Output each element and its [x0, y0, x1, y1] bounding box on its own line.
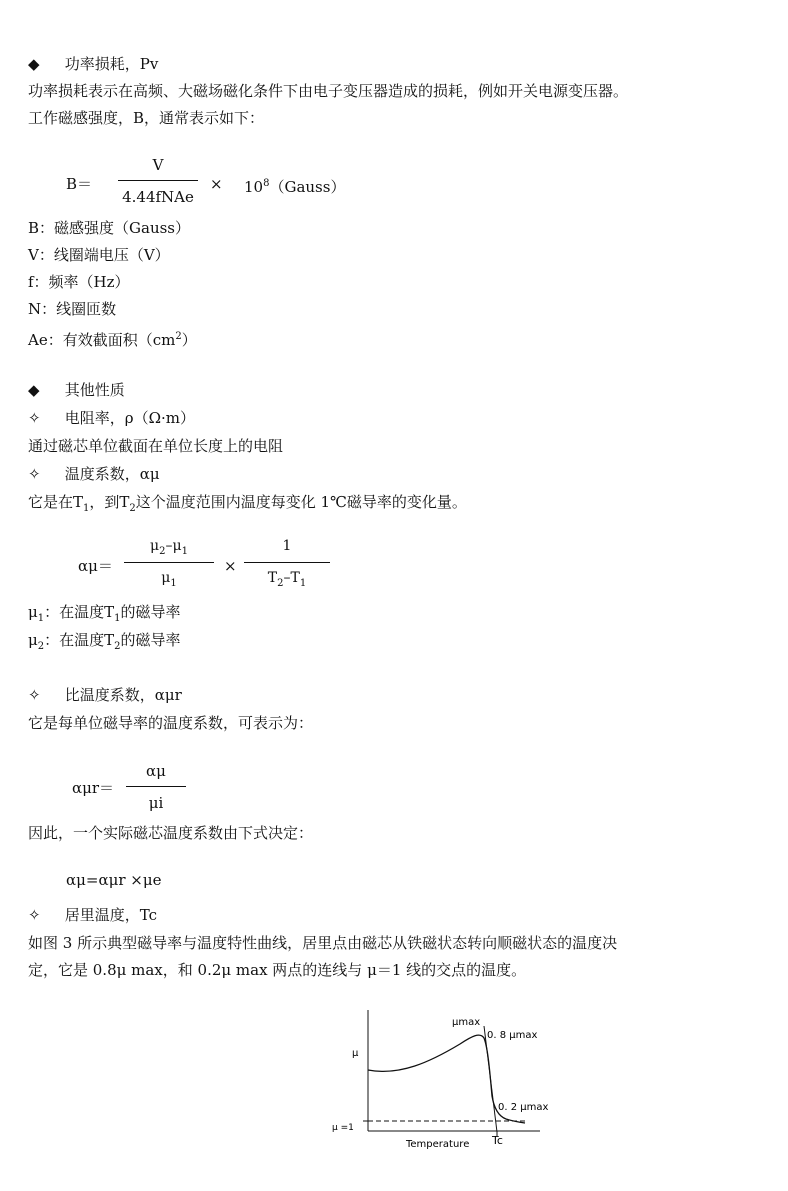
- sub: 2: [114, 641, 121, 652]
- sub: 1: [170, 577, 177, 589]
- eq-b-fraction-bar: [118, 180, 198, 181]
- def-v: V：线圈端电压（V）: [28, 246, 170, 264]
- sym: μ: [28, 603, 38, 621]
- rel-coef-heading: [28, 685, 182, 705]
- eq-a-bar2: [244, 562, 330, 563]
- eq-a-times: ×: [224, 557, 237, 575]
- eq-b-numerator: V: [152, 156, 164, 174]
- desc-sub: 2: [129, 503, 136, 514]
- eq-a-bar1: [124, 562, 214, 563]
- heading-text: 比温度系数，αμr: [64, 686, 182, 704]
- eq-b-power-base: 10: [244, 178, 264, 196]
- diamond-bullet-icon: ◆: [28, 381, 40, 399]
- sym: –μ: [165, 538, 182, 554]
- def-f: f：频率（Hz）: [28, 273, 130, 291]
- equation-b: [0, 150, 788, 210]
- sub: 1: [181, 545, 188, 557]
- heading-text: 居里温度，Tc: [64, 906, 158, 924]
- sparkle-bullet-icon: ✧: [28, 409, 41, 427]
- temp-coef-heading: [28, 464, 160, 484]
- curie-heading: [28, 905, 157, 925]
- power-loss-heading: [28, 54, 158, 74]
- y-axis-label: μ: [352, 1048, 359, 1059]
- curie-desc-1: 如图 3 所示典型磁导率与温度特性曲线，居里点由磁芯从铁磁状态转向顺磁状态的温度决: [28, 934, 618, 952]
- def-ae-close: ）: [181, 331, 197, 349]
- sym: μ: [161, 570, 171, 586]
- eq-a-num1: [124, 538, 214, 557]
- sym: T: [267, 570, 278, 586]
- label-0-2-mu-max: 0. 2 μmax: [498, 1102, 549, 1113]
- sym: μ: [150, 538, 160, 554]
- sub: 2: [159, 545, 166, 557]
- desc-part: 它是在T: [28, 493, 84, 511]
- eq-b-denominator: 4.44fNAe: [122, 188, 194, 206]
- eq-r-lhs: αμr＝: [72, 779, 115, 797]
- sub: 1: [37, 613, 45, 624]
- def-mu1: [28, 602, 181, 629]
- def-b: B：磁感强度（Gauss）: [28, 219, 191, 237]
- mu-equals-1-label: μ =1: [332, 1123, 354, 1133]
- eq-r-bar: [126, 786, 186, 787]
- heading-text: 功率损耗，Pv: [64, 55, 159, 73]
- sub: 1: [299, 577, 307, 589]
- txt: ：在温度T: [44, 603, 115, 621]
- heading-text: 其他性质: [64, 381, 125, 399]
- tc-label: Tc: [492, 1134, 503, 1147]
- txt: 的磁导率: [120, 631, 181, 649]
- sub: 1: [114, 613, 121, 624]
- txt: ：在温度T: [44, 631, 115, 649]
- def-n: N：线圈匝数: [28, 300, 117, 318]
- eq-b-times: ×: [210, 175, 223, 193]
- eq-a-lhs: αμ＝: [78, 557, 113, 575]
- eq-b-lhs: B＝: [66, 175, 93, 193]
- txt: 的磁导率: [120, 603, 181, 621]
- permeability-temperature-figure: [320, 1004, 560, 1154]
- heading-text: 电阻率，ρ（Ω·m）: [64, 409, 196, 427]
- def-ae-text: Ae：有效截面积（cm: [28, 331, 176, 349]
- eq-r-den: μi: [148, 794, 164, 812]
- determined-by: 因此，一个实际磁芯温度系数由下式决定：: [28, 824, 314, 842]
- desc-sub: 1: [83, 503, 90, 514]
- eq-b-unit: （Gauss）: [269, 178, 346, 196]
- curie-desc-2: 定，它是 0.8μ max，和 0.2μ max 两点的连线与 μ＝1 线的交点的温度。: [28, 961, 527, 979]
- temp-coef-desc: [28, 492, 467, 519]
- sym: μ: [28, 631, 38, 649]
- sparkle-bullet-icon: ✧: [28, 906, 41, 924]
- label-0-8-mu-max: 0. 8 μmax: [487, 1030, 538, 1041]
- x-axis-label: Temperature: [406, 1139, 470, 1150]
- desc-part: ，到T: [89, 493, 130, 511]
- equation-alpha-mu-e: αμ=αμr ×μe: [66, 871, 162, 889]
- sparkle-bullet-icon: ✧: [28, 686, 41, 704]
- def-ae: [28, 327, 197, 350]
- mu-max-label: μmax: [452, 1017, 481, 1028]
- eq-r-num: αμ: [146, 762, 166, 780]
- rel-coef-desc: 它是每单位磁导率的温度系数，可表示为：: [28, 714, 314, 732]
- power-loss-paragraph: 功率损耗表示在高频、大磁场磁化条件下由电子变压器造成的损耗，例如开关电源变压器。: [28, 82, 629, 100]
- equation-alpha-mu: [0, 536, 788, 596]
- eq-a-num2: 1: [282, 538, 292, 554]
- sparkle-bullet-icon: ✧: [28, 465, 41, 483]
- diamond-bullet-icon: ◆: [28, 55, 40, 73]
- resistivity-desc: 通过磁芯单位截面在单位长度上的电阻: [28, 437, 284, 455]
- sub: 2: [277, 577, 284, 589]
- eq-b-power: [244, 174, 345, 197]
- eq-a-den2: [244, 570, 330, 589]
- flux-density-intro: 工作磁感强度，B，通常表示如下：: [28, 109, 265, 127]
- sym: –T: [283, 570, 300, 586]
- def-ae-exp: 2: [175, 331, 182, 342]
- def-mu2: [28, 630, 181, 657]
- other-properties-heading: [28, 380, 125, 400]
- eq-b-power-exp: 8: [263, 178, 270, 189]
- heading-text: 温度系数，αμ: [64, 465, 160, 483]
- equation-alpha-mu-r: [0, 760, 788, 816]
- eq-a-den1: [124, 570, 214, 589]
- desc-part: 这个温度范围内温度每变化 1℃磁导率的变化量。: [135, 493, 467, 511]
- sub: 2: [37, 641, 45, 652]
- resistivity-heading: [28, 408, 195, 428]
